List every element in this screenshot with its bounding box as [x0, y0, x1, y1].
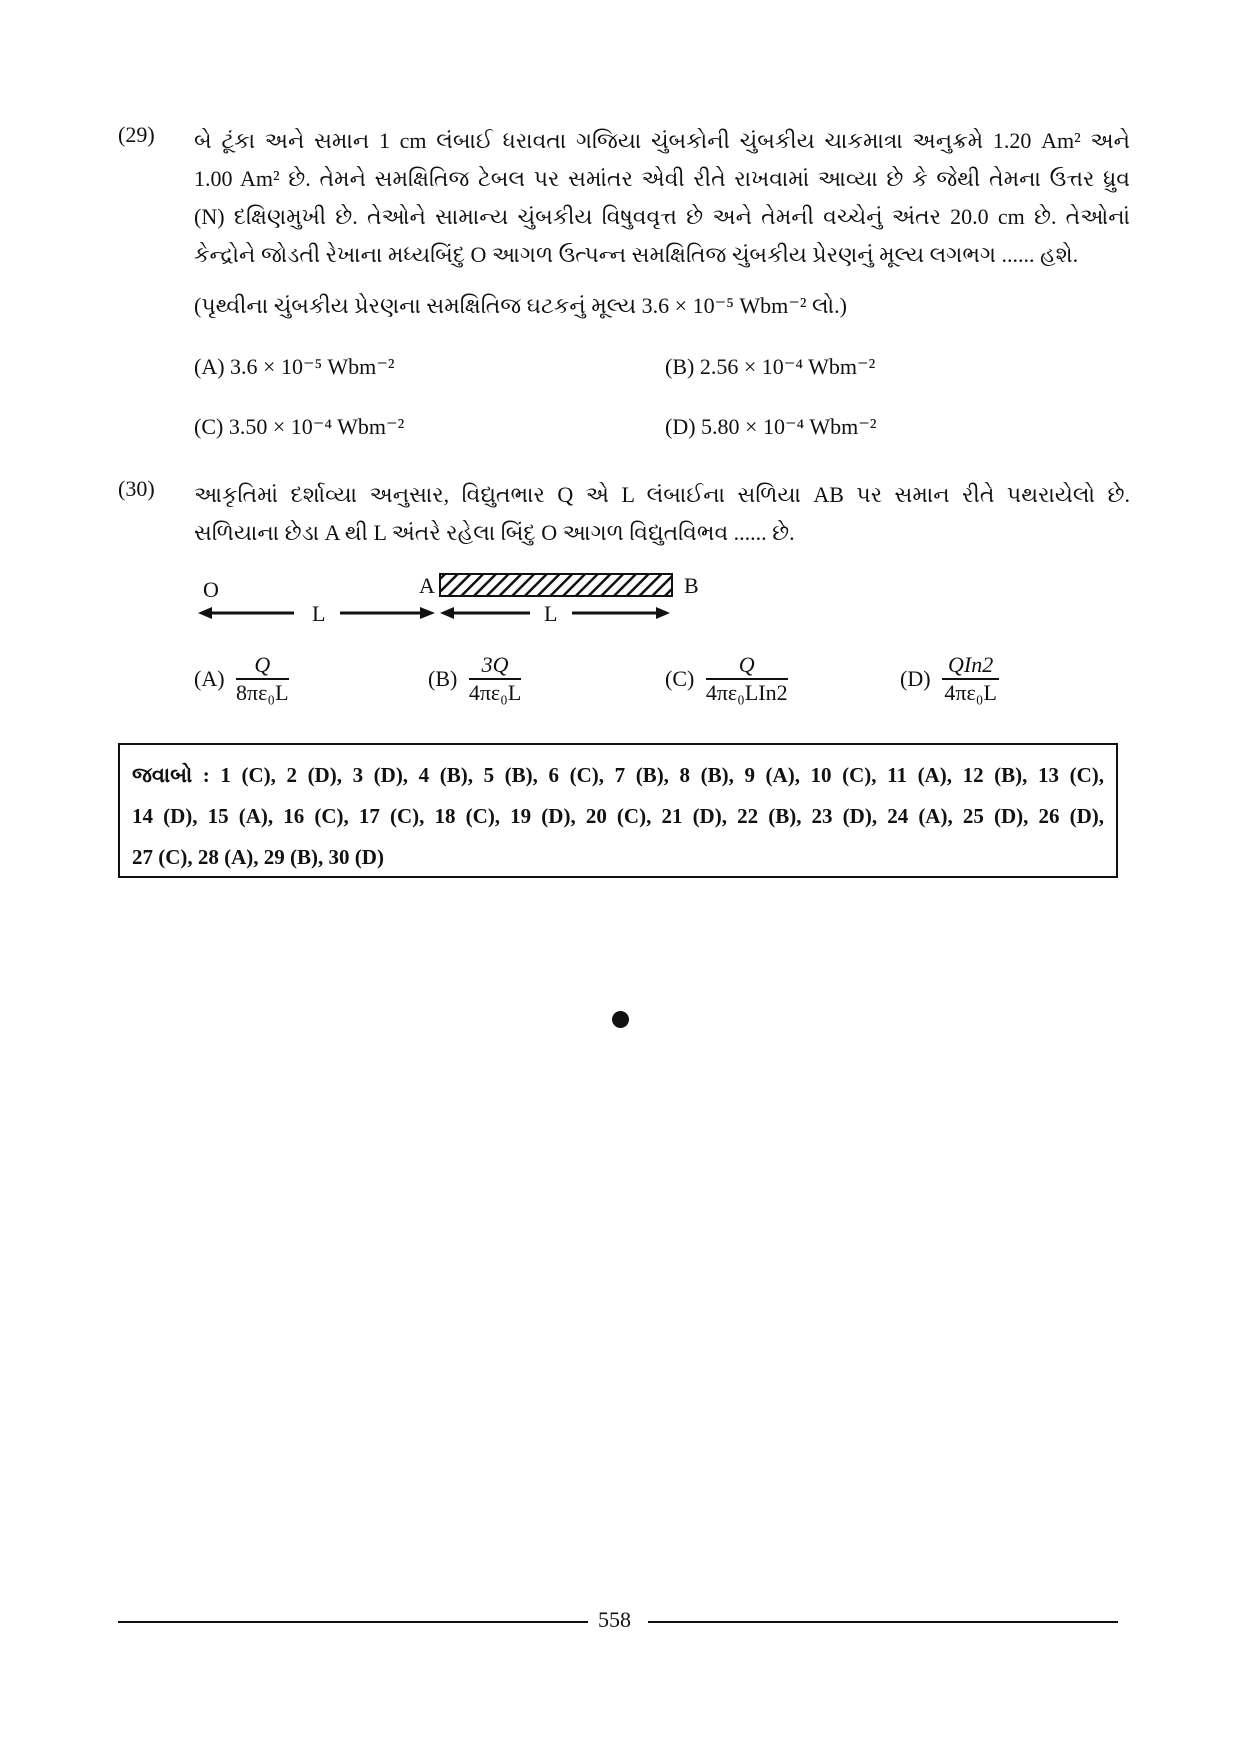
page-number: 558 — [598, 1607, 631, 1632]
question-text — [194, 476, 1130, 552]
denominator: 4πε₀LIn2 — [705, 680, 788, 705]
question-29 — [118, 122, 1130, 274]
option-label: (A) — [194, 666, 225, 691]
arrow-head — [656, 607, 670, 619]
denominator: 4πε₀L — [468, 680, 522, 705]
question-line: કેન્દ્રોને જોડતી રેખાના મધ્યબિંદુ O આગળ ઉત્પન્ન સમક્ષિતિજ ચુંબકીય પ્રેરણનું મૂલ્ય લગભગ ...... હશે. — [194, 242, 1079, 267]
question-number: (30) — [118, 476, 155, 501]
charged-rod — [440, 574, 672, 596]
option-label: (C) — [665, 666, 695, 691]
question-number: (29) — [118, 122, 155, 147]
numerator: QIn2 — [942, 652, 999, 680]
question-line: આકૃતિમાં દર્શાવ્યા અનુસાર, વિદ્યુતભાર Q એ L લંબાઈના સળિયા AB પર સમાન રીતે પથરાયેલો છે. — [194, 482, 1130, 507]
end-bullet — [612, 1011, 629, 1028]
answer-key-line: 14 (D), 15 (A), 16 (C), 17 (C), 18 (C), 19 (D), 20 (C), 21 (D), 22 (B), 23 (D), 24 (A), 25 (D), 26 (D), — [132, 804, 1104, 828]
distance-label: L — [544, 601, 558, 626]
numerator: Q — [236, 652, 288, 680]
option-d — [900, 652, 999, 706]
arrow-head — [198, 607, 212, 619]
question-note: (પૃથ્વીના ચુંબકીય પ્રેરણના સમક્ષિતિજ ઘટકનું મૂલ્ય 3.6 × 10⁻⁵ Wbm⁻² લો.) — [194, 293, 847, 318]
question-30 — [118, 476, 1130, 552]
option-d: (D) 5.80 × 10⁻⁴ Wbm⁻² — [665, 414, 877, 439]
option-a — [194, 652, 289, 706]
question-text — [194, 122, 1130, 274]
distance-label: L — [312, 601, 326, 626]
question-line: સળિયાના છેડા A થી L અંતરે રહેલા બિંદુ O આગળ વિદ્યુતવિભવ ...... છે. — [194, 520, 795, 545]
fraction — [706, 652, 788, 706]
answer-key-line: 27 (C), 28 (A), 29 (B), 30 (D) — [132, 845, 384, 869]
fraction — [942, 652, 999, 706]
fraction — [236, 652, 288, 706]
fraction — [469, 652, 521, 706]
rod-diagram — [190, 560, 710, 630]
option-b — [428, 652, 521, 706]
answer-key-box — [118, 743, 1118, 878]
arrow-head — [420, 607, 435, 619]
option-c: (C) 3.50 × 10⁻⁴ Wbm⁻² — [194, 414, 405, 439]
denominator: 8πε₀L — [236, 680, 289, 705]
option-a: (A) 3.6 × 10⁻⁵ Wbm⁻² — [194, 354, 395, 379]
end-b-label: B — [684, 573, 699, 598]
option-label: (D) — [900, 666, 931, 691]
option-label: (B) — [428, 666, 458, 691]
answer-key-line: જવાબો : 1 (C), 2 (D), 3 (D), 4 (B), 5 (B), 6 (C), 7 (B), 8 (B), 9 (A), 10 (C), 11 (A), 12 (B), 13 (C), — [132, 763, 1104, 787]
end-a-label: A — [419, 573, 435, 598]
question-line: 1.00 Am² છે. તેમને સમક્ષિતિજ ટેબલ પર સમાંતર એવી રીતે રાખવામાં આવ્યા છે કે જેથી તેમના ઉત્તર ધ્રુવ — [194, 166, 1130, 191]
question-line: બે ટૂંકા અને સમાન 1 cm લંબાઈ ધરાવતા ગજિયા ચુંબકોની ચુંબકીય ચાકમાત્રા અનુક્રમે 1.20 Am² અને — [194, 128, 1130, 153]
footer-rule-left — [118, 1621, 588, 1623]
footer-rule-right — [648, 1621, 1118, 1623]
option-c — [665, 652, 788, 706]
question-line: (N) દક્ષિણમુખી છે. તેઓને સામાન્ય ચુંબકીય વિષુવવૃત્ત છે અને તેમની વચ્ચેનું અંતર 20.0 cm છે. તેઓનાં — [194, 204, 1130, 229]
numerator: Q — [706, 652, 788, 680]
point-o-label: O — [203, 577, 219, 602]
denominator: 4πε₀L — [944, 680, 997, 705]
numerator: 3Q — [469, 652, 521, 680]
option-b: (B) 2.56 × 10⁻⁴ Wbm⁻² — [665, 354, 876, 379]
